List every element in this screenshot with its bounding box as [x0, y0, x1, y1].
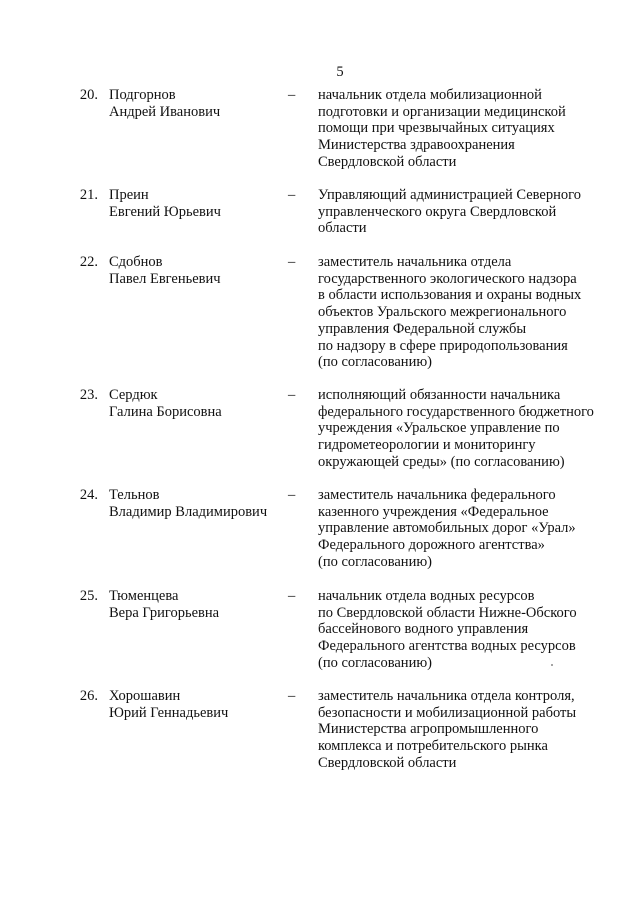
- description-line: по Свердловской области Нижне-Обского: [318, 604, 577, 621]
- item-number: 24.: [79, 487, 98, 503]
- description-line: государственного экологического надзора: [318, 270, 577, 287]
- person-name: [109, 487, 289, 520]
- given-names: Евгений Юрьевич: [109, 203, 221, 220]
- position-description: [318, 487, 618, 571]
- description-line: Федерального агентства водных ресурсов: [318, 638, 576, 655]
- description-line: окружающей среды» (по согласованию): [318, 453, 565, 470]
- description-line: (по согласованию): [318, 553, 432, 570]
- given-names: Владимир Владимирович: [109, 503, 268, 520]
- person-name: [109, 387, 289, 420]
- surname: Хорошавин: [109, 688, 181, 704]
- item-number: 20.: [79, 87, 98, 103]
- description-line: комплекса и потребительского рынка: [318, 738, 548, 755]
- position-description: [318, 688, 618, 772]
- description-line: заместитель начальника отдела контроля,: [318, 688, 575, 704]
- given-names: Вера Григорьевна: [109, 604, 220, 621]
- description-line: Министерства агропромышленного: [318, 721, 539, 738]
- surname: Тюменцева: [109, 588, 179, 604]
- item-number: 23.: [79, 387, 98, 403]
- scan-speck: [551, 664, 553, 666]
- description-line: (по согласованию): [318, 354, 432, 371]
- surname: Тельнов: [109, 487, 160, 503]
- description-line: объектов Уральского межрегионального: [318, 304, 567, 321]
- surname: Сердюк: [109, 387, 158, 403]
- person-name: [109, 254, 289, 287]
- dash: –: [288, 487, 296, 503]
- person-name: [109, 87, 289, 120]
- description-line: начальник отдела водных ресурсов: [318, 588, 535, 604]
- page-number: 5: [336, 64, 344, 80]
- given-names: Павел Евгеньевич: [109, 270, 221, 287]
- description-line: казенного учреждения «Федеральное: [318, 503, 549, 520]
- dash: –: [288, 588, 296, 604]
- description-line: управление автомобильных дорог «Урал»: [318, 520, 576, 537]
- position-description: [318, 387, 618, 471]
- given-names: Юрий Геннадьевич: [109, 704, 229, 721]
- dash: –: [288, 688, 296, 704]
- surname: Преин: [109, 187, 149, 203]
- description-line: по надзору в сфере природопользования: [318, 337, 568, 354]
- given-names: Андрей Иванович: [109, 103, 221, 120]
- item-number: 21.: [79, 187, 98, 203]
- position-description: [318, 254, 618, 371]
- item-number: 26.: [79, 688, 98, 704]
- dash: –: [288, 87, 296, 103]
- description-line: подготовки и организации медицинской: [318, 103, 566, 120]
- description-line: помощи при чрезвычайных ситуациях: [318, 120, 555, 137]
- position-description: [318, 87, 618, 171]
- person-name: [109, 187, 289, 220]
- description-line: (по согласованию): [318, 654, 432, 671]
- surname: Сдобнов: [109, 254, 163, 270]
- description-line: бассейнового водного управления: [318, 621, 529, 638]
- description-line: Управляющий администрацией Северного: [318, 187, 581, 203]
- description-line: начальник отдела мобилизационной: [318, 87, 542, 103]
- person-name: [109, 588, 289, 621]
- description-line: исполняющий обязанности начальника: [318, 387, 561, 403]
- description-line: учреждения «Уральское управление по: [318, 420, 560, 437]
- position-description: [318, 588, 618, 672]
- surname: Подгорнов: [109, 87, 176, 103]
- dash: –: [288, 254, 296, 270]
- description-line: области: [318, 220, 367, 237]
- description-line: заместитель начальника отдела: [318, 254, 512, 270]
- description-line: гидрометеорологии и мониторингу: [318, 437, 536, 454]
- description-line: заместитель начальника федерального: [318, 487, 556, 503]
- dash: –: [288, 187, 296, 203]
- description-line: в области использования и охраны водных: [318, 287, 582, 304]
- description-line: Министерства здравоохранения: [318, 137, 515, 154]
- description-line: Свердловской области: [318, 754, 457, 771]
- description-line: безопасности и мобилизационной работы: [318, 704, 577, 721]
- given-names: Галина Борисовна: [109, 403, 222, 420]
- description-line: федерального государственного бюджетного: [318, 403, 594, 420]
- person-name: [109, 688, 289, 721]
- position-description: [318, 187, 618, 237]
- item-number: 22.: [79, 254, 98, 270]
- dash: –: [288, 387, 296, 403]
- item-number: 25.: [79, 588, 98, 604]
- description-line: Федерального дорожного агентства»: [318, 537, 545, 554]
- description-line: Свердловской области: [318, 153, 457, 170]
- description-line: управленческого округа Свердловской: [318, 203, 557, 220]
- description-line: управления Федеральной службы: [318, 320, 527, 337]
